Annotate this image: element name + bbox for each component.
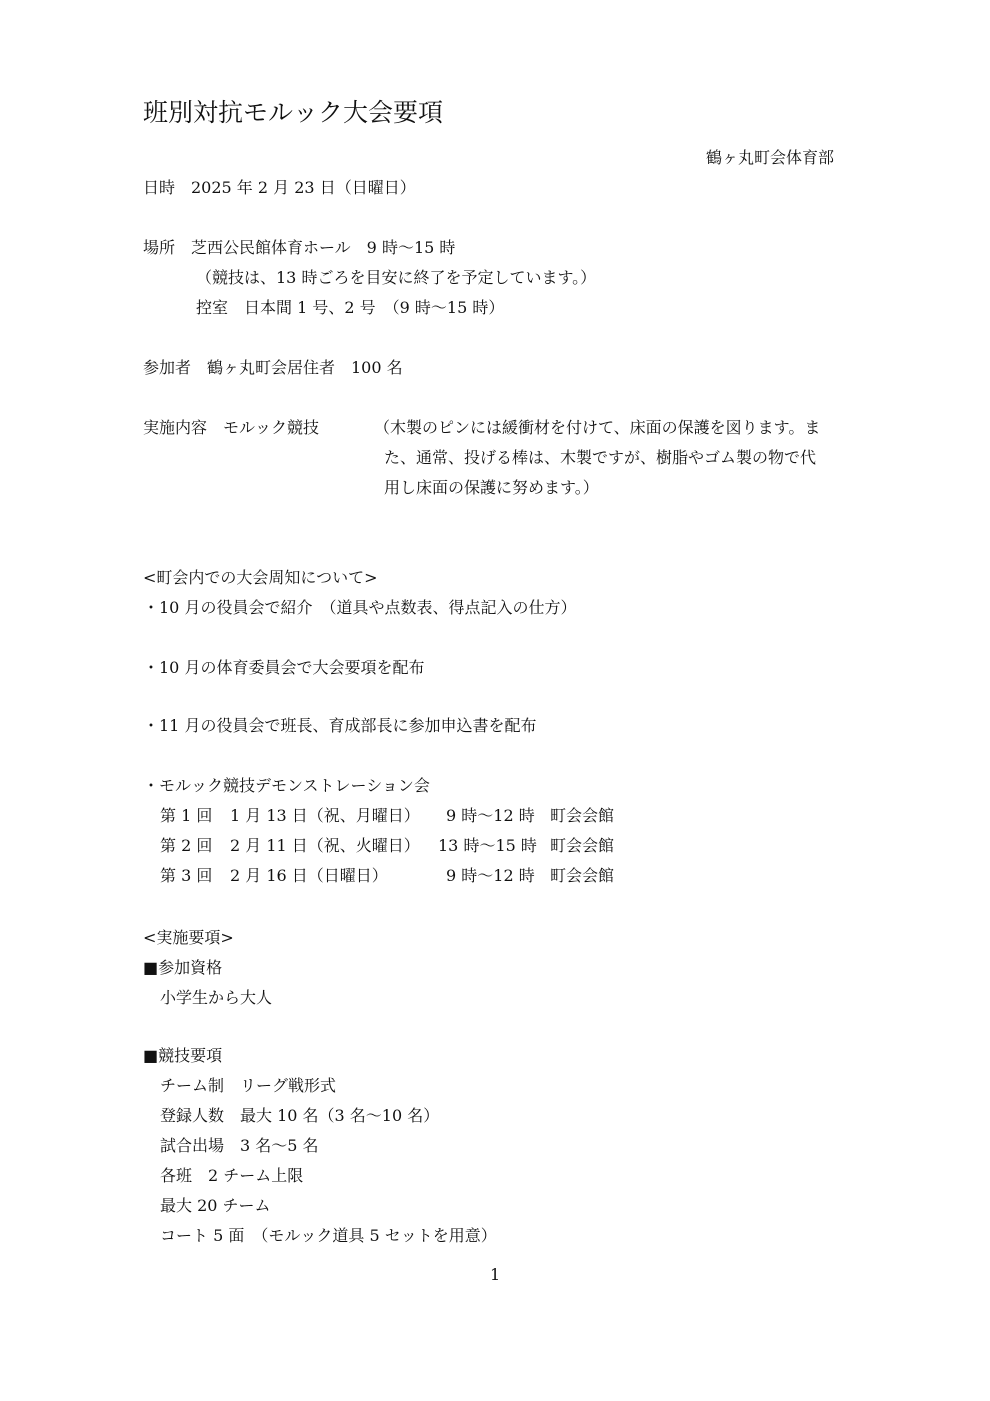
- rules-heading: ■競技要項: [143, 1046, 223, 1065]
- eligibility-text: 小学生から大人: [160, 988, 273, 1007]
- demo-round: 第 1 回: [160, 806, 213, 825]
- organizer: 鶴ヶ丸町会体育部: [706, 148, 835, 167]
- eligibility-heading: ■参加資格: [143, 958, 223, 977]
- rule-item: コート 5 面 （モルック道具 5 セットを用意）: [160, 1226, 497, 1245]
- demo-round: 第 3 回: [160, 866, 213, 885]
- notice-item: ・10 月の体育委員会で大会要項を配布: [143, 658, 425, 677]
- page-number: 1: [490, 1265, 501, 1284]
- content-note-line2: た、通常、投げる棒は、木製ですが、樹脂やゴム製の物で代: [384, 448, 817, 467]
- date-line: 日時 2025 年 2 月 23 日（日曜日）: [143, 178, 416, 197]
- demo-date: 1 月 13 日（祝、月曜日）: [230, 806, 420, 825]
- demo-time: 13 時～15 時: [438, 836, 537, 855]
- implementation-heading: <実施要項>: [143, 928, 234, 947]
- content-label: 実施内容 モルック競技: [143, 418, 320, 437]
- venue-note: （競技は、13 時ごろを目安に終了を予定しています。）: [196, 268, 597, 287]
- rule-item: 最大 20 チーム: [160, 1196, 271, 1215]
- notice-item: ・10 月の役員会で紹介 （道具や点数表、得点記入の仕方）: [143, 598, 577, 617]
- content-note-line3: 用し床面の保護に努めます。）: [384, 478, 599, 497]
- demo-place: 町会会館: [550, 806, 615, 825]
- demo-place: 町会会館: [550, 836, 615, 855]
- rule-item: 登録人数 最大 10 名（3 名～10 名）: [160, 1106, 440, 1125]
- demo-date: 2 月 11 日（祝、火曜日）: [230, 836, 420, 855]
- document-title: 班別対抗モルック大会要項: [143, 98, 444, 127]
- demo-place: 町会会館: [550, 866, 615, 885]
- demo-round: 第 2 回: [160, 836, 213, 855]
- waiting-room-line: 控室 日本間 1 号、2 号 （9 時～15 時）: [196, 298, 505, 317]
- rule-item: チーム制 リーグ戦形式: [160, 1076, 337, 1095]
- participants-line: 参加者 鶴ヶ丸町会居住者 100 名: [143, 358, 403, 377]
- notice-heading: <町会内での大会周知について>: [143, 568, 378, 587]
- demo-time: 9 時～12 時: [446, 866, 535, 885]
- content-note-line1: （木製のピンには緩衝材を付けて、床面の保護を図ります。ま: [374, 418, 821, 437]
- notice-item: ・モルック競技デモンストレーション会: [143, 776, 430, 795]
- venue-line: 場所 芝西公民館体育ホール 9 時～15 時: [143, 238, 456, 257]
- rule-item: 試合出場 3 名～5 名: [160, 1136, 319, 1155]
- rule-item: 各班 2 チーム上限: [160, 1166, 304, 1185]
- demo-time: 9 時～12 時: [446, 806, 535, 825]
- notice-item: ・11 月の役員会で班長、育成部長に参加申込書を配布: [143, 716, 537, 735]
- demo-date: 2 月 16 日（日曜日）: [230, 866, 388, 885]
